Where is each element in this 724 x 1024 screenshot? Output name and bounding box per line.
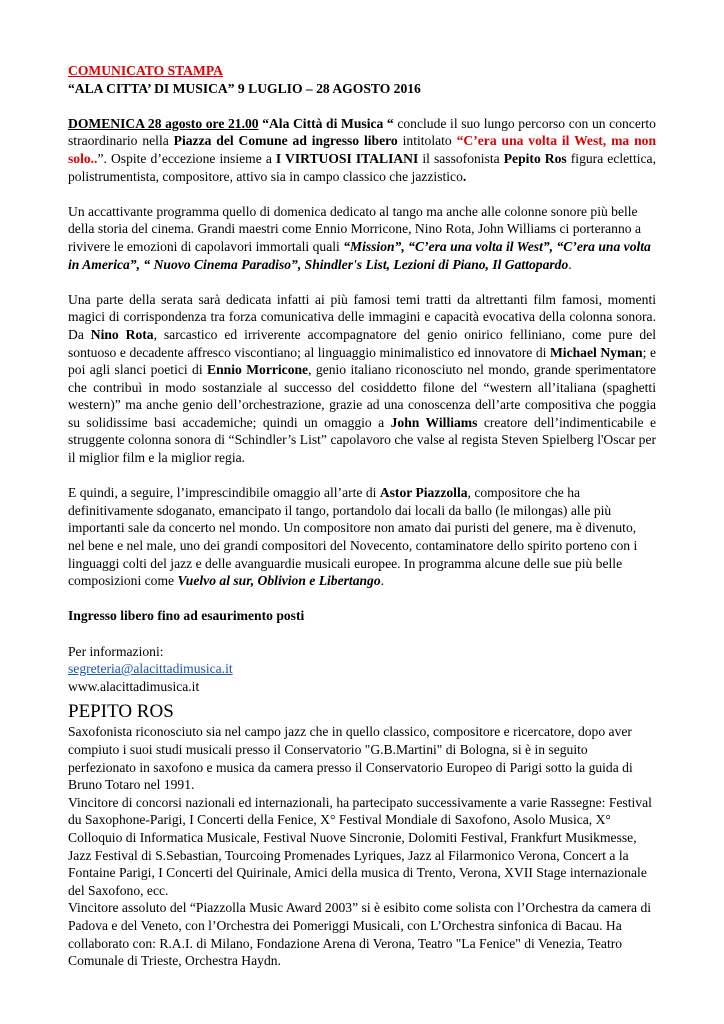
intro-text-5: figura eclettica, polistrumentista, compositore, attivo sia in campo classico che jazzistico — [68, 150, 656, 184]
composers-text-3: ; e poi agli slanci poetici di — [68, 344, 656, 378]
composer-morricone: Ennio Morricone — [207, 362, 309, 378]
bio-paragraph-3: Vincitore assoluto del “Piazzolla Music Award 2003” si è esibito come solista con l’Orchestra da camera di Padova e del Veneto, con l’Orchestra dei Pomeriggi Musicali, con L’Orchestra sinfonica di Bacau. Ha collaborato con: R.A.I. di Milano, Fondazione Arena di Verona, Teatro "La Fenice" di Venezia, Teatro Comunale di Trieste, Orchestra Haydn. — [68, 900, 652, 969]
composers-text-4: , genio italiano riconosciuto nel mondo, grande sperimentatore che contribuì in modo sostanziale al successo del cosiddetto filone del “western all’italiana (spaghetti western)” ma anche genio dell’orchestrazione, grazie ad una conoscenza dell’arte compositiva che poggia su solidissime basi accademiche; quindi un omaggio a — [68, 362, 656, 430]
press-release-document — [68, 62, 656, 970]
guest-name: Pepito Ros — [503, 150, 567, 166]
free-entry-note: Ingresso libero fino ad esaurimento posti — [68, 608, 305, 624]
press-release-label — [68, 62, 656, 80]
composer-rota: Nino Rota — [90, 326, 154, 342]
intro-text-3: ”. Ospite d’eccezione insieme a — [97, 150, 276, 166]
press-release-label-text: COMUNICATO STAMPA — [68, 63, 223, 78]
film-list: “Mission”, “C’era una volta il West”, “C’era una volta in America”, “ Nuovo Cinema Paradiso”, Shindler's List, Lezioni di Piano, Il Gattopardo — [68, 238, 651, 272]
info-website: www.alacittadimusica.it — [68, 678, 200, 694]
composers-text-2: , sarcastico ed irriverente accompagnatore del genio onirico felliniano, come pure del sontuoso e decadente affresco viscontiano; al linguaggio minimalistico ed innovatore di — [68, 326, 657, 360]
concert-title: “C’era una volta il West, ma non solo.. — [68, 133, 656, 166]
ensemble-name: I VIRTUOSI ITALIANI — [275, 150, 419, 166]
info-email-line — [68, 660, 656, 678]
composer-piazzolla: Astor Piazzolla — [379, 485, 468, 501]
paragraph-intro — [68, 115, 656, 185]
intro-text-1: conclude il suo lungo percorso con un concerto straordinario nella — [68, 115, 656, 149]
paragraph-composers — [68, 291, 656, 467]
paragraph-piazzolla — [68, 484, 656, 590]
paragraph-program — [68, 203, 656, 273]
bio-heading: PEPITO ROS — [68, 701, 174, 723]
piazzolla-works: Vuelvo al sur, Oblivion e Libertango — [177, 573, 381, 589]
composers-text-1: Una parte della serata sarà dedicata infatti ai più famosi temi tratti da altrettanti film famosi, momenti magici di corrispondenza tra forza comunicativa delle immagini e capacità evocativa della colonna sonora. Da — [68, 291, 656, 342]
intro-text-4: il sassofonista — [418, 150, 504, 166]
bio-paragraph-2: Vincitore di concorsi nazionali ed internazionali, ha partecipato successivamente a varie Rassegne: Festival du Saxophone-Parigi, I Concerti della Fenice, X° Festival Mondiale di Saxofono, Asolo Musica, X° Colloquio di Informatica Musicale, Festival Nuove Sincronie, Dolomiti Festival, Frankfurt Musikmesse, Jazz Festival di S.Sebastian, Tourcoing Promenades Lyriques, Jazz al Filarmonico Verona, Concert a la Fontaine Parigi, I Concerti del Quirinale, Amici della musica di Trento, Verona, XVII Stage internazionale del Saxofono, ecc. — [68, 794, 652, 898]
piazzolla-text-3: . — [380, 573, 385, 589]
composers-text-5: creatore dell’indimenticabile e struggente colonna sonora di “Schindler’s List” capolavoro che valse al regista Steven Spielberg l'Oscar per il miglior film e la miglior regia. — [68, 414, 657, 466]
venue: Piazza del Comune ad ingresso libero — [173, 133, 398, 149]
composer-williams: John Williams — [390, 414, 478, 430]
program-text-2: . — [568, 256, 572, 272]
event-title: “ALA CITTA’ DI MUSICA” 9 LUGLIO – 28 AGOSTO 2016 — [68, 80, 421, 96]
program-text-1: Un accattivante programma quello di domenica dedicato al tango ma anche alle colonne sonore più belle della storia del cinema. Grandi maestri come Ennio Morricone, Nino Rota, John Williams ci porteranno a rivivere le emozioni di capolavori immortali quali — [68, 203, 642, 254]
piazzolla-text-2: , compositore che ha definitivamente sdoganato, emancipato il tango, portandolo dai locali da ballo (le milongas) alle più importanti sale da concerto nel mondo. Un compositore non amato dai puristi del genere, ma è divenuto, nel bene e nel male, uno dei grandi compositori del Novecento, contaminatore dello spirito porteno con i linguaggi colti del jazz e delle avanguardie musicali europee. In programma alcune delle sue più belle composizioni come — [68, 485, 638, 589]
event-date: DOMENICA 28 agosto ore 21.00 — [68, 115, 259, 131]
info-label: Per informazioni: — [68, 643, 164, 659]
piazzolla-text-1: E quindi, a seguire, l’imprescindibile omaggio all’arte di — [68, 485, 380, 501]
composer-nyman: Michael Nyman — [549, 344, 643, 360]
festival-name: “Ala Città di Musica “ — [262, 115, 394, 131]
intro-text-6: . — [462, 168, 467, 184]
intro-text-2: intitolato — [397, 133, 457, 149]
bio-paragraph-1: Saxofonista riconosciuto sia nel campo jazz che in quello classico, compositore e ricercatore, dopo aver compiuto i suoi studi musicali presso il Conservatorio "G.B.Martini" di Bologna, si è in seguito perfezionato in saxofono e musica da camera presso il Conservatorio Europeo di Parigi sotto la guida di Bruno Totaro nel 1991. — [68, 724, 633, 793]
email-link[interactable]: segreteria@alacittadimusica.it — [68, 661, 233, 677]
